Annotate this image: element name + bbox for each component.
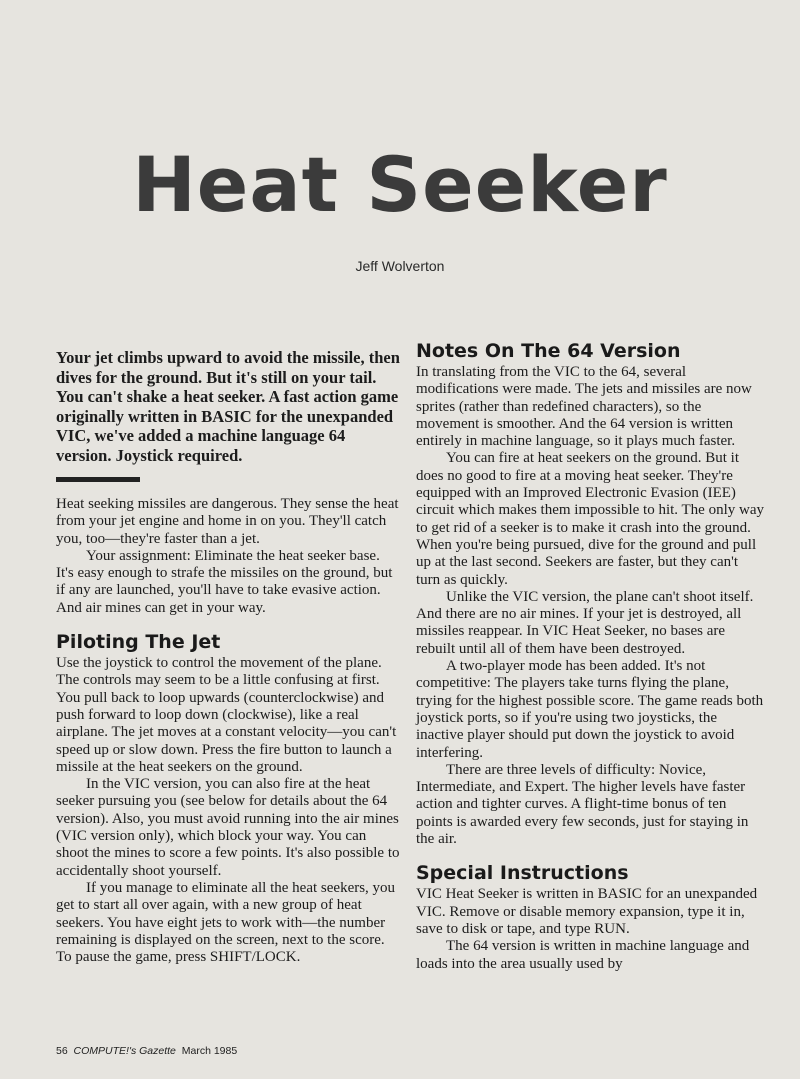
body-paragraph: Heat seeking missiles are dangerous. They sense the heat from your jet engine and home in on you. They'll catch you, too—they're faster than a jet. xyxy=(56,496,399,547)
body-paragraph: VIC Heat Seeker is written in BASIC for an unexpanded VIC. Remove or disable memory expansion, type it in, save to disk or tape, and type RUN. xyxy=(416,886,758,937)
article-title: Heat Seeker xyxy=(132,140,668,229)
article-intro: Your jet climbs upward to avoid the missile, then dives for the ground. But it's still on your tail. You can't shake a heat seeker. A fast action game originally written in BASIC for the unexpanded VIC, we've added a machine language 64 version. Joystick required. xyxy=(56,348,400,465)
left-column xyxy=(56,340,401,966)
body-paragraph: There are three levels of difficulty: Novice, Intermediate, and Expert. The higher levels have faster action and tighter curves. A flight-time bonus of ten points is awarded every few seconds, just for staying in the air. xyxy=(416,761,749,848)
page-footer xyxy=(56,1045,237,1057)
intro-divider xyxy=(56,477,140,482)
body-paragraph: Your assignment: Eliminate the heat seeker base. It's easy enough to strafe the missiles on the ground, but if any are launched, you'll have to take evasive action. And air mines can get in your way. xyxy=(56,547,393,616)
body-paragraph: The 64 version is written in machine language and loads into the area usually used by xyxy=(416,938,750,972)
issue-date: March 1985 xyxy=(181,1045,238,1057)
body-paragraph: Use the joystick to control the movement of the plane. The controls may seem to be a little confusing at first. You pull back to loop upwards (counterclockwise) and push forward to loop down (clockwise), like a real airplane. The jet moves at a constant velocity—you can't speed up or slow down. Press the fire button to launch a missile at the heat seekers on the ground. xyxy=(56,655,397,775)
section-heading-notes-64: Notes On The 64 Version xyxy=(416,340,681,362)
body-paragraph: If you manage to eliminate all the heat seekers, you get to start all over again, with a new group of heat seekers. You have eight jets to work with—the number remaining is displayed on the screen, next to the score. To pause the game, press SHIFT/LOCK. xyxy=(56,879,396,966)
body-paragraph: You can fire at heat seekers on the ground. But it does no good to fire at a moving heat seeker. They're equipped with an Improved Electronic Evasion (IEE) circuit which makes them impossible to hit. The only way to get rid of a seeker is to make it crash into the ground. When you're being pursued, dive for the ground and pull up at the last second. Seekers are faster, but they can't turn as quickly. xyxy=(416,450,764,588)
right-column xyxy=(416,340,764,973)
section-heading-piloting: Piloting The Jet xyxy=(56,631,221,654)
section-heading-special-instructions: Special Instructions xyxy=(416,862,629,885)
body-paragraph: In translating from the VIC to the 64, several modifications were made. The jets and missiles are now sprites (rather than redefined characters), so the movement is smoother. And the 64 version is written entirely in machine language, so it plays much faster. xyxy=(416,364,752,450)
article-author: Jeff Wolverton xyxy=(355,258,445,274)
page-number: 56 xyxy=(56,1045,68,1057)
body-paragraph: Unlike the VIC version, the plane can't shoot itself. And there are no air mines. If your jet is destroyed, all missiles reappear. In VIC Heat Seeker, no bases are rebuilt until all of them have been destroyed. xyxy=(416,588,754,657)
magazine-name: COMPUTE!'s Gazette xyxy=(73,1045,176,1057)
body-paragraph: In the VIC version, you can also fire at the heat seeker pursuing you (see below for details about the 64 version). Also, you must avoid running into the air mines (VIC version only), which block your way. You can shoot the mines to score a few points. It's also possible to accidentally shoot yourself. xyxy=(56,776,400,879)
body-paragraph: A two-player mode has been added. It's not competitive: The players take turns flying the plane, trying for the highest possible score. The game reads both joystick ports, so if you're using two joysticks, the inactive player should put down the joystick to avoid interfering. xyxy=(416,658,764,761)
